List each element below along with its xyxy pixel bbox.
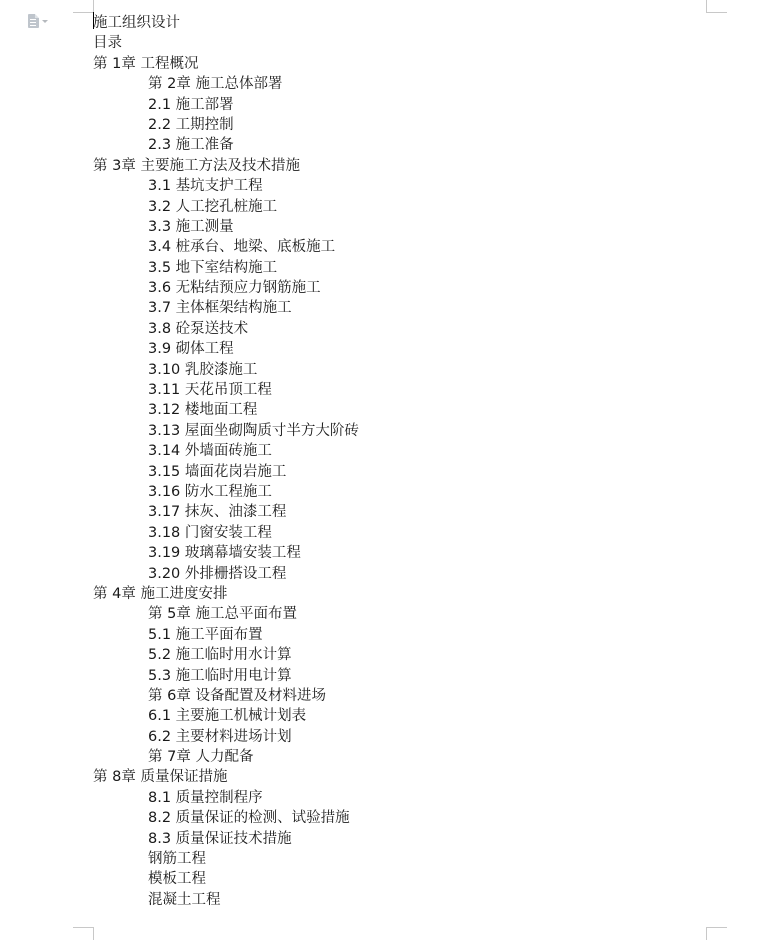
document-line: 模板工程 xyxy=(148,871,206,888)
document-line: 3.16 防水工程施工 xyxy=(148,483,272,500)
document-body[interactable] xyxy=(93,13,720,910)
document-line: 3.9 砌体工程 xyxy=(148,341,234,358)
document-line: 5.3 施工临时用电计算 xyxy=(148,667,292,684)
document-line: 3.10 乳胶漆施工 xyxy=(148,361,258,378)
document-line: 第 4章 施工进度安排 xyxy=(93,585,228,602)
document-line: 8.2 质量保证的检测、试验措施 xyxy=(148,810,350,827)
document-line: 3.2 人工挖孔桩施工 xyxy=(148,198,278,215)
document-line: 第 5章 施工总平面布置 xyxy=(148,606,297,623)
document-line: 3.7 主体框架结构施工 xyxy=(148,300,292,317)
document-line: 3.5 地下室结构施工 xyxy=(148,259,278,276)
document-line: 3.8 砼泵送技术 xyxy=(148,320,249,337)
document-icon xyxy=(28,14,39,28)
document-line: 3.17 抹灰、油漆工程 xyxy=(148,504,287,521)
document-line: 2.1 施工部署 xyxy=(148,96,234,113)
document-line: 第 2章 施工总体部署 xyxy=(148,76,283,93)
document-line: 施工组织设计 xyxy=(93,15,180,31)
document-line: 第 6章 设备配置及材料进场 xyxy=(148,687,326,704)
document-line: 第 1章 工程概况 xyxy=(93,55,199,72)
document-line: 目录 xyxy=(93,35,122,52)
document-line: 钢筋工程 xyxy=(148,851,206,868)
document-line: 6.1 主要施工机械计划表 xyxy=(148,708,307,725)
document-line: 3.14 外墙面砖施工 xyxy=(148,443,272,460)
crop-mark-bottom-right xyxy=(706,927,727,940)
document-line: 3.12 楼地面工程 xyxy=(148,402,258,419)
document-line: 3.15 墙面花岗岩施工 xyxy=(148,463,287,480)
document-line: 2.2 工期控制 xyxy=(148,116,234,133)
paragraph-options-icon[interactable] xyxy=(28,12,54,30)
document-line: 3.20 外排栅搭设工程 xyxy=(148,565,287,582)
crop-mark-top-left xyxy=(73,0,94,13)
crop-mark-bottom-left xyxy=(73,927,94,940)
document-line: 混凝土工程 xyxy=(148,891,221,908)
document-line: 3.3 施工测量 xyxy=(148,218,234,235)
document-line: 3.11 天花吊顶工程 xyxy=(148,382,272,399)
document-line: 3.13 屋面坐砌陶质寸半方大阶砖 xyxy=(148,422,359,439)
document-line: 5.1 施工平面布置 xyxy=(148,626,263,643)
document-line: 3.18 门窗安装工程 xyxy=(148,524,272,541)
document-line: 第 7章 人力配备 xyxy=(148,749,254,766)
document-line: 6.2 主要材料进场计划 xyxy=(148,728,292,745)
document-line: 3.6 无粘结预应力钢筋施工 xyxy=(148,280,321,297)
document-line: 第 3章 主要施工方法及技术措施 xyxy=(93,157,300,174)
document-line: 8.3 质量保证技术措施 xyxy=(148,830,292,847)
document-line: 2.3 施工准备 xyxy=(148,137,234,154)
document-line: 3.1 基坑支护工程 xyxy=(148,178,263,195)
crop-mark-top-right xyxy=(706,0,727,13)
chevron-down-icon xyxy=(42,20,48,23)
document-line: 5.2 施工临时用水计算 xyxy=(148,647,292,664)
document-line: 3.4 桩承台、地梁、底板施工 xyxy=(148,239,336,256)
document-line: 3.19 玻璃幕墙安装工程 xyxy=(148,545,301,562)
document-line: 8.1 质量控制程序 xyxy=(148,789,263,806)
document-line: 第 8章 质量保证措施 xyxy=(93,769,228,786)
